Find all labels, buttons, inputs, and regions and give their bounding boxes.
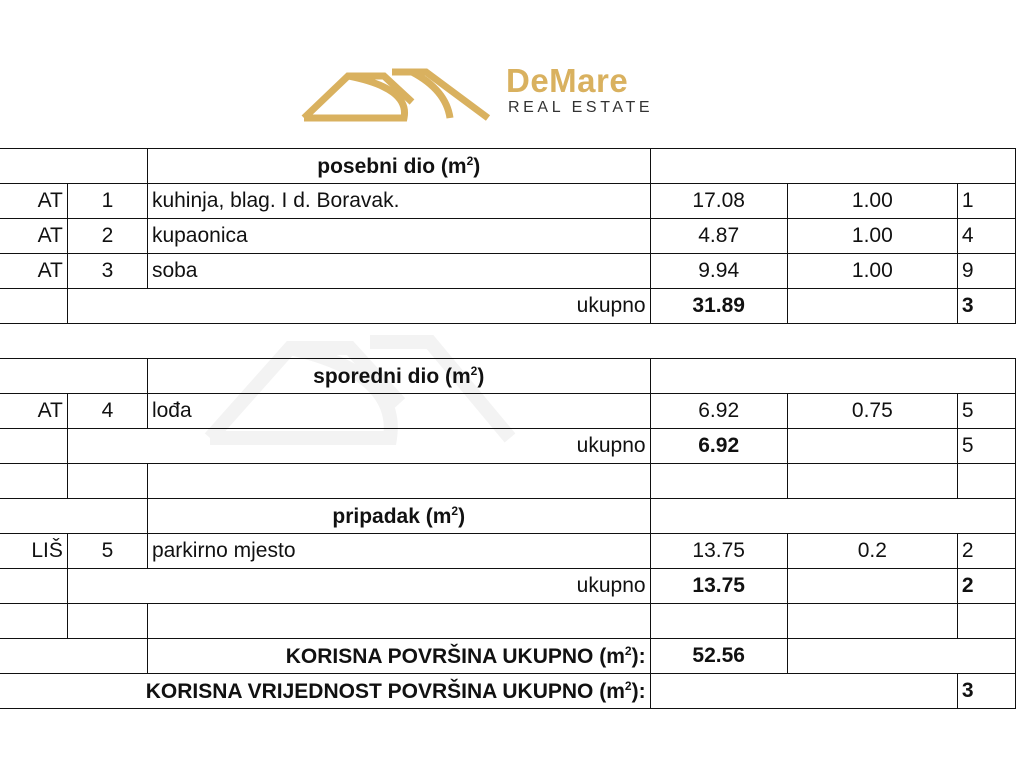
total-row: ukupno 6.92 5 (0, 429, 1016, 464)
total-row: ukupno 31.89 3 (0, 289, 1016, 324)
company-logo (300, 58, 700, 124)
table-row: AT 2 kupaonica 4.87 1.00 4 (0, 219, 1016, 254)
table-row: AT 4 lođa 6.92 0.75 5 (0, 394, 1016, 429)
useful-area-label: KORISNA POVRŠINA UKUPNO $(m^2)$: (147, 639, 650, 674)
section-header-row (0, 149, 1016, 184)
table-row: LIŠ 5 parkirno mjesto 13.75 0.2 2 (0, 534, 1016, 569)
useful-value-label: KORISNA VRIJEDNOST POVRŠINA UKUPNO $(m^2)$: (0, 674, 650, 709)
useful-area-row (0, 639, 1016, 674)
brand-name: DeMare (506, 62, 629, 99)
section-title: sporedni dio $(m^2)$ (147, 359, 650, 394)
spacer-row (0, 324, 1016, 359)
section-header-row (0, 499, 1016, 534)
empty-row (0, 604, 1016, 639)
table-row: AT 1 kuhinja, blag. I d. Boravak. 17.08 1.00 1 (0, 184, 1016, 219)
useful-value-row (0, 674, 1016, 709)
useful-area-value: 52.56 (650, 639, 787, 674)
useful-value-value: 3 (957, 674, 1015, 709)
table-row: AT 3 soba 9.94 1.00 9 (0, 254, 1016, 289)
section-header-row (0, 359, 1016, 394)
section-title: pripadak $(m^2)$ (147, 499, 650, 534)
roof-logo-icon (300, 58, 500, 124)
brand-subtitle: REAL ESTATE (508, 99, 654, 116)
section-title: posebni dio $(m^2)$ (147, 149, 650, 184)
area-table (0, 148, 1016, 709)
total-row: ukupno 13.75 2 (0, 569, 1016, 604)
empty-row (0, 464, 1016, 499)
